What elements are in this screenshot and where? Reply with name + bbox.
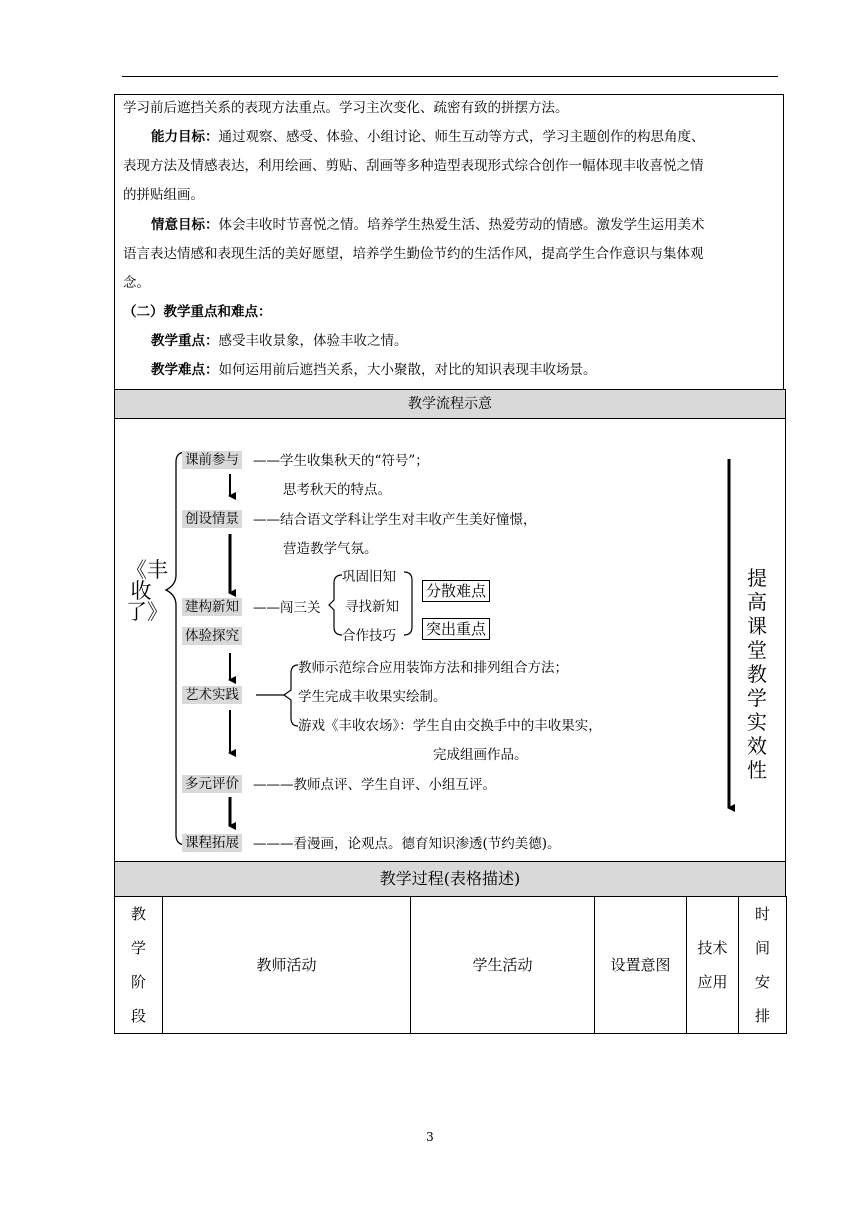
step-scenario-text-2: 营造教学气氛。 [283, 541, 378, 557]
ability-text: 通过观察、感受、体验、小组讨论、师生互动等方式，学习主题创作的构思角度、 [218, 129, 705, 145]
step-evaluation-text: ———教师点评、学生自评、小组互评。 [253, 777, 496, 793]
effect-label: 提高课堂教学实效性 [747, 566, 767, 782]
practice-item-3: 游戏《丰收农场》：学生自由交换手中的丰收果实， [298, 718, 602, 734]
emotion-text: 体会丰收时节喜悦之情。培养学生热爱生活、热爱劳动的情感。激发学生运用美术 [218, 217, 705, 233]
step-extension: 课程拓展 [182, 834, 242, 852]
step-explore: 体验探究 [182, 627, 242, 645]
ability-text-2: 表现方法及情感表达，利用绘画、剪贴、刮画等多种造型表现形式综合创作一幅体现丰收喜悦之情 [123, 158, 704, 174]
branch-review: 巩固旧知 [342, 569, 396, 585]
branch-new: 寻找新知 [345, 599, 399, 615]
practice-item-2: 学生完成丰收果实绘制。 [298, 689, 447, 705]
key-text: 感受丰收景象，体验丰收之情。 [218, 333, 408, 349]
practice-brace [284, 665, 298, 726]
step-construct: 建构新知 [182, 598, 242, 616]
three-level-brace [329, 575, 342, 635]
page-number: 3 [426, 1130, 434, 1144]
step-extension-text: ———看漫画，论观点。德育知识渗透(节约美德)。 [253, 836, 561, 852]
col-tech: 技术 应用 [687, 897, 739, 1034]
ability-text-3: 的拼贴组画。 [123, 187, 204, 203]
step-construct-text: ——闯三关 [253, 600, 321, 616]
disperse-difficulty-box: 分散难点 [422, 580, 490, 602]
col-time: 时 间 安 排 [739, 897, 787, 1034]
step-scenario: 创设情景 [182, 510, 242, 528]
process-table [114, 896, 787, 1034]
lesson-title: 《丰收了》 [126, 558, 168, 624]
ability-label: 能力目标： [151, 129, 219, 145]
flow-header: 教学流程示意 [114, 389, 786, 419]
col-stage: 教 学 阶 段 [115, 897, 163, 1034]
process-header: 教学过程(表格描述) [114, 861, 786, 897]
practice-item-1: 教师示范综合应用装饰方法和排列组合方法； [298, 660, 568, 676]
emotion-text-2: 语言表达情感和表现生活的美好愿望，培养学生勤俭节约的生活作风，提高学生合作意识与集体观 [123, 246, 704, 262]
difficulty-label: 教学难点： [151, 362, 219, 378]
col-student-activity: 学生活动 [411, 897, 595, 1034]
group-brace [404, 572, 412, 635]
key-label: 教学重点： [151, 333, 219, 349]
practice-item-3b: 完成组画作品。 [433, 747, 528, 763]
highlight-key-box: 突出重点 [422, 618, 490, 640]
step-practice: 艺术实践 [182, 686, 242, 704]
step-pre-class-text: ——学生收集秋天的“符号”； [253, 453, 429, 469]
col-teacher-activity: 教师活动 [163, 897, 411, 1034]
branch-teamwork: 合作技巧 [342, 628, 396, 644]
objective-line: 学习前后遮挡关系的表现方法重点。学习主次变化、疏密有致的拼摆方法。 [123, 100, 569, 116]
step-pre-class: 课前参与 [182, 451, 242, 469]
emotion-text-3: 念。 [123, 275, 150, 291]
col-intent: 设置意图 [595, 897, 687, 1034]
step-pre-class-text-2: 思考秋天的特点。 [283, 482, 391, 498]
step-evaluation: 多元评价 [182, 775, 242, 793]
table-header-row [115, 897, 787, 1034]
emotion-label: 情意目标： [151, 217, 219, 233]
step-scenario-text: ——结合语文学科让学生对丰收产生美好憧憬， [253, 512, 537, 528]
difficulty-text: 如何运用前后遮挡关系，大小聚散，对比的知识表现丰收场景。 [218, 362, 597, 378]
section-heading: （二）教学重点和难点： [123, 304, 272, 320]
